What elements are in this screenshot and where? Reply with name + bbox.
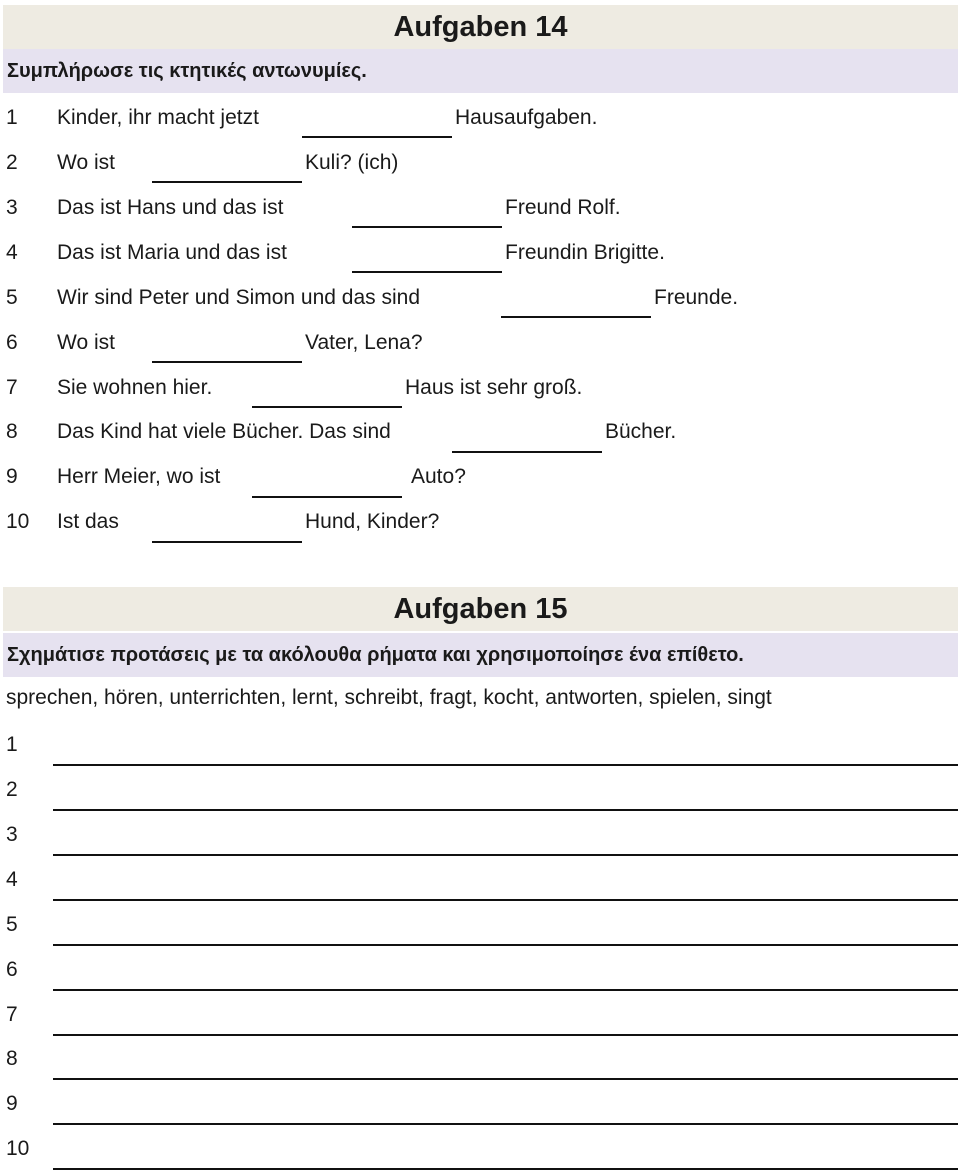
- writing-rule[interactable]: [53, 989, 958, 991]
- answer-blank[interactable]: [152, 361, 302, 363]
- section-14-title: Aufgaben 14: [3, 5, 958, 49]
- item-text-before: Das ist Maria und das ist: [57, 241, 287, 264]
- writing-rule[interactable]: [53, 899, 958, 901]
- section-15-title: Aufgaben 15: [3, 587, 958, 631]
- line-number: 1: [6, 733, 18, 756]
- item-number: 9: [6, 465, 18, 488]
- item-text-after: Kuli? (ich): [305, 151, 399, 174]
- item-number: 2: [6, 151, 18, 174]
- answer-blank[interactable]: [152, 181, 302, 183]
- line-number: 8: [6, 1047, 18, 1070]
- item-text-after: Vater, Lena?: [305, 331, 423, 354]
- exercise-row: [0, 459, 960, 499]
- line-number: 3: [6, 823, 18, 846]
- writing-rule[interactable]: [53, 1123, 958, 1125]
- item-text-before: Wo ist: [57, 331, 115, 354]
- item-text-after: Hund, Kinder?: [305, 510, 440, 533]
- writing-rule[interactable]: [53, 1034, 958, 1036]
- item-number: 6: [6, 331, 18, 354]
- item-text-before: Ist das: [57, 510, 119, 533]
- line-number: 10: [6, 1137, 30, 1160]
- item-number: 1: [6, 106, 18, 129]
- answer-blank[interactable]: [252, 406, 402, 408]
- writing-rule[interactable]: [53, 764, 958, 766]
- exercise-row: [0, 414, 960, 454]
- writing-line: [0, 1047, 960, 1091]
- exercise-row: [0, 325, 960, 365]
- item-text-after: Freund Rolf.: [505, 196, 621, 219]
- answer-blank[interactable]: [302, 136, 452, 138]
- writing-line: [0, 733, 960, 777]
- item-number: 10: [6, 510, 30, 533]
- answer-blank[interactable]: [152, 541, 302, 543]
- answer-blank[interactable]: [452, 451, 602, 453]
- exercise-row: [0, 190, 960, 230]
- line-number: 6: [6, 958, 18, 981]
- writing-rule[interactable]: [53, 944, 958, 946]
- line-number: 2: [6, 778, 18, 801]
- exercise-row: [0, 235, 960, 275]
- line-number: 5: [6, 913, 18, 936]
- writing-line: [0, 1003, 960, 1047]
- answer-blank[interactable]: [352, 226, 502, 228]
- exercise-row: [0, 370, 960, 410]
- exercise-row: [0, 280, 960, 320]
- item-number: 3: [6, 196, 18, 219]
- writing-line: [0, 778, 960, 822]
- item-text-after: Freunde.: [654, 286, 739, 309]
- writing-line: [0, 1127, 960, 1171]
- item-text-before: Wir sind Peter und Simon und das sind: [57, 286, 421, 309]
- item-text-after: Hausaufgaben.: [455, 106, 598, 129]
- writing-line: [0, 958, 960, 1002]
- item-text-after: Auto?: [411, 465, 466, 488]
- writing-line: [0, 868, 960, 912]
- item-number: 5: [6, 286, 18, 309]
- item-number: 8: [6, 420, 18, 443]
- item-number: 4: [6, 241, 18, 264]
- item-text-before: Sie wohnen hier.: [57, 376, 213, 399]
- verb-list: sprechen, hören, unterrichten, lernt, schreibt, fragt, kocht, antworten, spielen, singt: [6, 686, 772, 709]
- writing-rule[interactable]: [53, 854, 958, 856]
- item-number: 7: [6, 376, 18, 399]
- item-text-before: Das ist Hans und das ist: [57, 196, 284, 219]
- item-text-after: Haus ist sehr groß.: [405, 376, 583, 399]
- exercise-row: [0, 504, 960, 544]
- item-text-before: Kinder, ihr macht jetzt: [57, 106, 259, 129]
- item-text-before: Das Kind hat viele Bücher. Das sind: [57, 420, 391, 443]
- writing-rule[interactable]: [53, 1168, 958, 1170]
- exercise-row: [0, 100, 960, 140]
- line-number: 9: [6, 1092, 18, 1115]
- section-14-instruction: Συμπλήρωσε τις κτητικές αντωνυμίες.: [3, 49, 958, 93]
- item-text-before: Herr Meier, wo ist: [57, 465, 221, 488]
- answer-blank[interactable]: [501, 316, 651, 318]
- item-text-before: Wo ist: [57, 151, 115, 174]
- section-15-instruction: Σχημάτισε προτάσεις με τα ακόλουθα ρήματα και χρησιμοποίησε ένα επίθετο.: [3, 633, 958, 677]
- answer-blank[interactable]: [352, 271, 502, 273]
- item-text-after: Bücher.: [605, 420, 677, 443]
- line-number: 4: [6, 868, 18, 891]
- writing-line: [0, 823, 960, 867]
- writing-line: [0, 913, 960, 957]
- line-number: 7: [6, 1003, 18, 1026]
- exercise-row: [0, 145, 960, 185]
- writing-rule[interactable]: [53, 809, 958, 811]
- answer-blank[interactable]: [252, 496, 402, 498]
- writing-rule[interactable]: [53, 1078, 958, 1080]
- item-text-after: Freundin Brigitte.: [505, 241, 665, 264]
